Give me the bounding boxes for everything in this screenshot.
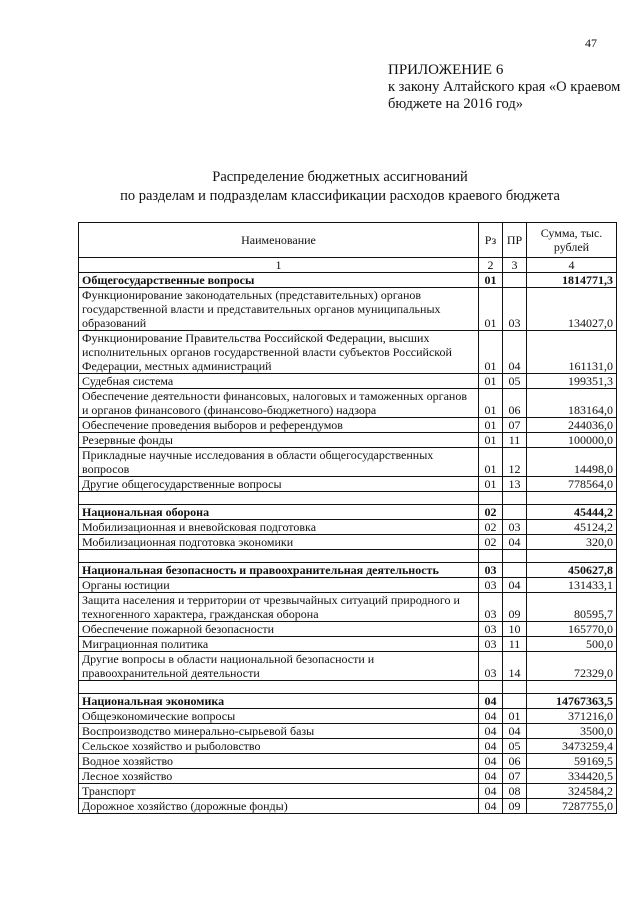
row-amount: 161131,0	[527, 331, 617, 374]
row-name: Судебная система	[79, 374, 479, 389]
row-name	[79, 492, 479, 505]
row-rz: 01	[479, 418, 503, 433]
row-amount: 100000,0	[527, 433, 617, 448]
row-amount: 450627,8	[527, 563, 617, 578]
row-name: Национальная оборона	[79, 505, 479, 520]
row-pr: 06	[503, 389, 527, 418]
row-amount: 80595,7	[527, 593, 617, 622]
table-row	[79, 578, 617, 593]
row-amount: 778564,0	[527, 477, 617, 492]
row-pr: 09	[503, 799, 527, 814]
row-rz: 01	[479, 389, 503, 418]
header-amount: Сумма, тыс. рублей	[527, 223, 617, 258]
row-rz: 01	[479, 331, 503, 374]
row-rz: 04	[479, 769, 503, 784]
row-pr: 05	[503, 739, 527, 754]
appendix-block	[388, 62, 628, 113]
row-pr: 01	[503, 709, 527, 724]
table-row	[79, 288, 617, 331]
row-amount: 324584,2	[527, 784, 617, 799]
table-row	[79, 754, 617, 769]
table-row	[79, 622, 617, 637]
row-amount: 199351,3	[527, 374, 617, 389]
row-rz: 04	[479, 724, 503, 739]
row-amount: 14498,0	[527, 448, 617, 477]
table-row	[79, 433, 617, 448]
row-rz: 01	[479, 273, 503, 288]
row-rz: 02	[479, 535, 503, 550]
table-row	[79, 389, 617, 418]
row-rz: 02	[479, 520, 503, 535]
table-row	[79, 520, 617, 535]
row-pr: 04	[503, 535, 527, 550]
row-amount: 131433,1	[527, 578, 617, 593]
row-name: Общегосударственные вопросы	[79, 273, 479, 288]
row-pr: 05	[503, 374, 527, 389]
row-name: Лесное хозяйство	[79, 769, 479, 784]
row-amount: 334420,5	[527, 769, 617, 784]
row-rz	[479, 492, 503, 505]
row-name: Воспроизводство минерально-сырьевой базы	[79, 724, 479, 739]
row-name: Сельское хозяйство и рыболовство	[79, 739, 479, 754]
row-rz: 03	[479, 563, 503, 578]
row-name: Функционирование Правительства Российской Федерации, высших исполнительных органов государственной власти субъектов Российской Федерации, местных администраций	[79, 331, 479, 374]
document-heading	[60, 168, 620, 206]
row-amount: 244036,0	[527, 418, 617, 433]
page-number: 47	[585, 36, 597, 50]
table-row	[79, 477, 617, 492]
table-row	[79, 799, 617, 814]
table-row	[79, 593, 617, 622]
row-amount: 45124,2	[527, 520, 617, 535]
row-pr: 06	[503, 754, 527, 769]
table-row	[79, 331, 617, 374]
row-pr: 07	[503, 769, 527, 784]
row-rz: 03	[479, 622, 503, 637]
row-amount: 59169,5	[527, 754, 617, 769]
row-amount: 371216,0	[527, 709, 617, 724]
row-name: Защита населения и территории от чрезвычайных ситуаций природного и техногенного характера, гражданская оборона	[79, 593, 479, 622]
table-row	[79, 448, 617, 477]
row-name: Общеэкономические вопросы	[79, 709, 479, 724]
appendix-title: ПРИЛОЖЕНИЕ 6	[388, 62, 504, 78]
row-amount	[527, 681, 617, 694]
row-pr: 10	[503, 622, 527, 637]
row-name: Другие общегосударственные вопросы	[79, 477, 479, 492]
row-name	[79, 550, 479, 563]
row-pr: 13	[503, 477, 527, 492]
row-pr: 07	[503, 418, 527, 433]
table-row	[79, 739, 617, 754]
section-row	[79, 273, 617, 288]
row-pr	[503, 681, 527, 694]
row-amount: 320,0	[527, 535, 617, 550]
table-row	[79, 709, 617, 724]
row-rz: 01	[479, 374, 503, 389]
row-name: Национальная безопасность и правоохранительная деятельность	[79, 563, 479, 578]
row-rz: 03	[479, 593, 503, 622]
row-rz: 01	[479, 288, 503, 331]
row-amount: 500,0	[527, 637, 617, 652]
header-pr: ПР	[503, 223, 527, 258]
column-number: 1	[79, 258, 479, 273]
row-amount: 134027,0	[527, 288, 617, 331]
table-row	[79, 769, 617, 784]
row-amount: 7287755,0	[527, 799, 617, 814]
table-header-row	[79, 223, 617, 258]
row-rz: 03	[479, 578, 503, 593]
row-rz: 04	[479, 739, 503, 754]
row-pr	[503, 550, 527, 563]
row-pr: 03	[503, 520, 527, 535]
row-amount	[527, 492, 617, 505]
row-pr	[503, 563, 527, 578]
section-row	[79, 563, 617, 578]
section-row	[79, 505, 617, 520]
header-name: Наименование	[79, 223, 479, 258]
row-name: Обеспечение пожарной безопасности	[79, 622, 479, 637]
row-name: Водное хозяйство	[79, 754, 479, 769]
row-rz	[479, 550, 503, 563]
table-row	[79, 724, 617, 739]
row-pr	[503, 273, 527, 288]
header-rz: Рз	[479, 223, 503, 258]
row-pr: 09	[503, 593, 527, 622]
spacer-row	[79, 681, 617, 694]
appendix-subtitle: к закону Алтайского края «О краевом бюджете на 2016 год»	[388, 79, 621, 112]
row-amount: 45444,2	[527, 505, 617, 520]
row-amount: 1814771,3	[527, 273, 617, 288]
row-name: Другие вопросы в области национальной безопасности и правоохранительной деятельности	[79, 652, 479, 681]
row-pr: 04	[503, 578, 527, 593]
row-name: Национальная экономика	[79, 694, 479, 709]
row-pr: 04	[503, 724, 527, 739]
row-amount: 183164,0	[527, 389, 617, 418]
row-amount: 14767363,5	[527, 694, 617, 709]
row-name: Миграционная политика	[79, 637, 479, 652]
column-number-row	[79, 258, 617, 273]
table-row	[79, 637, 617, 652]
row-name: Обеспечение деятельности финансовых, налоговых и таможенных органов и органов финансового (финансово-бюджетного) надзора	[79, 389, 479, 418]
row-rz: 04	[479, 754, 503, 769]
spacer-row	[79, 550, 617, 563]
row-pr: 04	[503, 331, 527, 374]
row-pr: 11	[503, 637, 527, 652]
row-rz: 01	[479, 477, 503, 492]
row-name: Обеспечение проведения выборов и референдумов	[79, 418, 479, 433]
row-amount: 72329,0	[527, 652, 617, 681]
column-number: 2	[479, 258, 503, 273]
row-rz: 03	[479, 652, 503, 681]
budget-table	[78, 222, 617, 814]
row-pr: 12	[503, 448, 527, 477]
row-pr	[503, 505, 527, 520]
row-name: Прикладные научные исследования в области общегосударственных вопросов	[79, 448, 479, 477]
heading-line-2: по разделам и подразделам классификации расходов краевого бюджета	[120, 188, 560, 204]
row-pr: 03	[503, 288, 527, 331]
row-name: Органы юстиции	[79, 578, 479, 593]
row-pr	[503, 492, 527, 505]
row-pr	[503, 694, 527, 709]
row-name: Резервные фонды	[79, 433, 479, 448]
table-row	[79, 418, 617, 433]
row-rz: 04	[479, 799, 503, 814]
row-pr: 11	[503, 433, 527, 448]
row-rz: 01	[479, 433, 503, 448]
spacer-row	[79, 492, 617, 505]
row-pr: 08	[503, 784, 527, 799]
section-row	[79, 694, 617, 709]
row-rz: 04	[479, 784, 503, 799]
table-row	[79, 784, 617, 799]
row-rz: 04	[479, 694, 503, 709]
column-number: 3	[503, 258, 527, 273]
table-body	[79, 273, 617, 814]
table-row	[79, 535, 617, 550]
table-row	[79, 652, 617, 681]
row-name: Мобилизационная подготовка экономики	[79, 535, 479, 550]
row-rz: 03	[479, 637, 503, 652]
row-amount: 3473259,4	[527, 739, 617, 754]
row-rz: 02	[479, 505, 503, 520]
row-name: Функционирование законодательных (представительных) органов государственной власти и представительных органов муниципальных образований	[79, 288, 479, 331]
row-pr: 14	[503, 652, 527, 681]
table-row	[79, 374, 617, 389]
row-rz	[479, 681, 503, 694]
heading-line-1: Распределение бюджетных ассигнований	[212, 169, 468, 185]
row-name: Мобилизационная и вневойсковая подготовка	[79, 520, 479, 535]
column-number: 4	[527, 258, 617, 273]
row-name: Дорожное хозяйство (дорожные фонды)	[79, 799, 479, 814]
row-name: Транспорт	[79, 784, 479, 799]
row-rz: 01	[479, 448, 503, 477]
row-name	[79, 681, 479, 694]
row-rz: 04	[479, 709, 503, 724]
row-amount: 165770,0	[527, 622, 617, 637]
row-amount	[527, 550, 617, 563]
row-amount: 3500,0	[527, 724, 617, 739]
